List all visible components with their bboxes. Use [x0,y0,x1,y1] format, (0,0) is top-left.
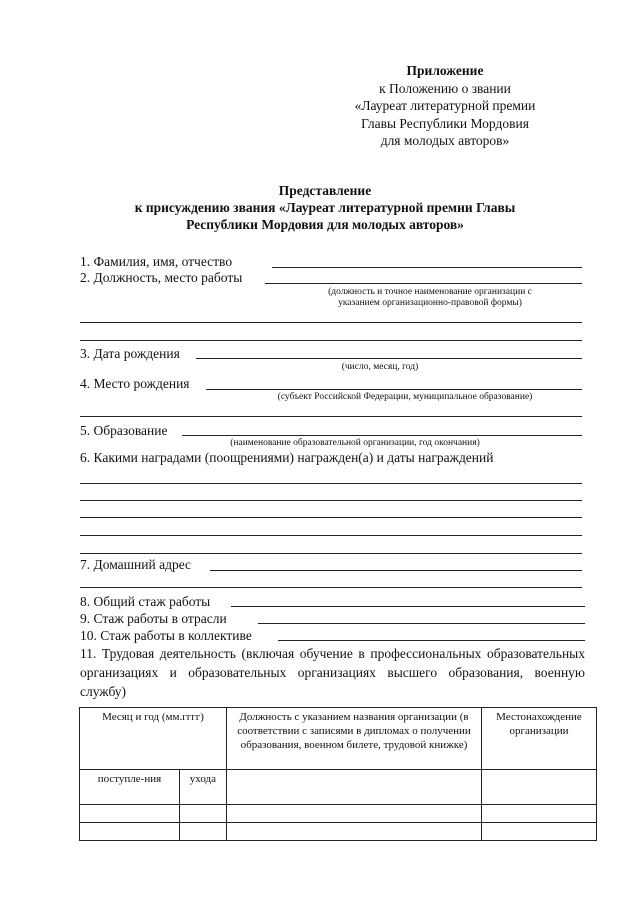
position-input-line-3[interactable] [80,340,582,341]
field-work-history-label: 11. Трудовая деятельность (включая обучение в профессиональных образовательных организациях и образовательных организациях высшего образования, военную службу) [80,646,585,699]
table-cell[interactable] [179,805,226,823]
team-experience-input-line[interactable] [278,640,585,641]
table-header-month-year: Месяц и год (мм.гггг) [80,708,227,770]
table-cell[interactable] [482,805,597,823]
table-cell[interactable] [80,805,180,823]
field-birth-date-label: 3. Дата рождения [80,346,180,361]
awards-input-line[interactable] [80,553,582,554]
appendix-line: «Лауреат литературной премии [354,98,536,113]
birth-place-input-line[interactable] [206,389,582,390]
table-cell[interactable] [227,770,482,805]
position-input-line-2[interactable] [80,322,582,323]
home-address-input-line[interactable] [210,570,582,571]
field-full-name-label: 1. Фамилия, имя, отчество [80,254,233,269]
position-input-line[interactable] [265,283,582,284]
table-header-position: Должность с указанием названия организации (в соответствии с записями в дипломах о получении образования, военном билете, трудовой книжке) [227,708,482,770]
table-subheader-admission: поступле-ния [80,770,180,805]
birth-date-hint: (число, месяц, год) [341,362,419,372]
work-history-table [79,707,597,841]
field-home-address-label: 7. Домашний адрес [80,557,192,572]
field-team-experience-label: 10. Стаж работы в коллективе [80,628,252,643]
table-cell[interactable] [80,823,180,841]
position-hint-2: указанием организационно-правовой формы) [338,298,522,308]
birth-date-input-line[interactable] [196,358,582,359]
table-header-location: Местонахождение организации [482,708,597,770]
appendix-line: Главы Республики Мордовия [361,115,529,131]
awards-input-line[interactable] [80,483,582,484]
education-hint: (наименование образовательной организации, год окончания) [230,438,480,448]
table-cell[interactable] [227,823,482,841]
document-heading [90,182,560,233]
heading-line: Республики Мордовия для молодых авторов» [186,217,464,232]
total-experience-input-line[interactable] [231,606,585,607]
table-cell[interactable] [179,823,226,841]
heading-title: Представление [278,183,372,198]
awards-input-line[interactable] [80,500,582,501]
table-cell[interactable] [482,770,597,805]
birth-place-hint: (субъект Российской Федерации, муниципальное образование) [277,392,533,402]
birth-place-input-line-2[interactable] [80,416,582,417]
field-birth-place-label: 4. Место рождения [80,376,190,391]
field-education-label: 5. Образование [80,423,168,438]
table-cell[interactable] [482,823,597,841]
home-address-input-line-2[interactable] [80,587,582,588]
appendix-block [300,62,590,150]
awards-input-line[interactable] [80,535,582,536]
field-total-experience-label: 8. Общий стаж работы [80,594,211,609]
education-input-line[interactable] [182,435,582,436]
appendix-line: для молодых авторов» [380,133,510,148]
field-awards-label: 6. Какими наградами (поощрениями) награжден(а) и даты награждений [80,450,494,465]
appendix-title: Приложение [406,63,484,78]
awards-input-line[interactable] [80,517,582,518]
full-name-input-line[interactable] [272,267,582,268]
field-position-label: 2. Должность, место работы [80,270,243,285]
table-cell[interactable] [227,805,482,823]
industry-experience-input-line[interactable] [258,623,585,624]
table-subheader-departure: ухода [179,770,226,805]
field-industry-experience-label: 9. Стаж работы в отрасли [80,611,227,626]
position-hint-1: (должность и точное наименование организации с [328,287,532,297]
appendix-line: к Положению о звании [379,80,511,96]
heading-line: к присуждению звания «Лауреат литературной премии Главы [134,200,516,215]
